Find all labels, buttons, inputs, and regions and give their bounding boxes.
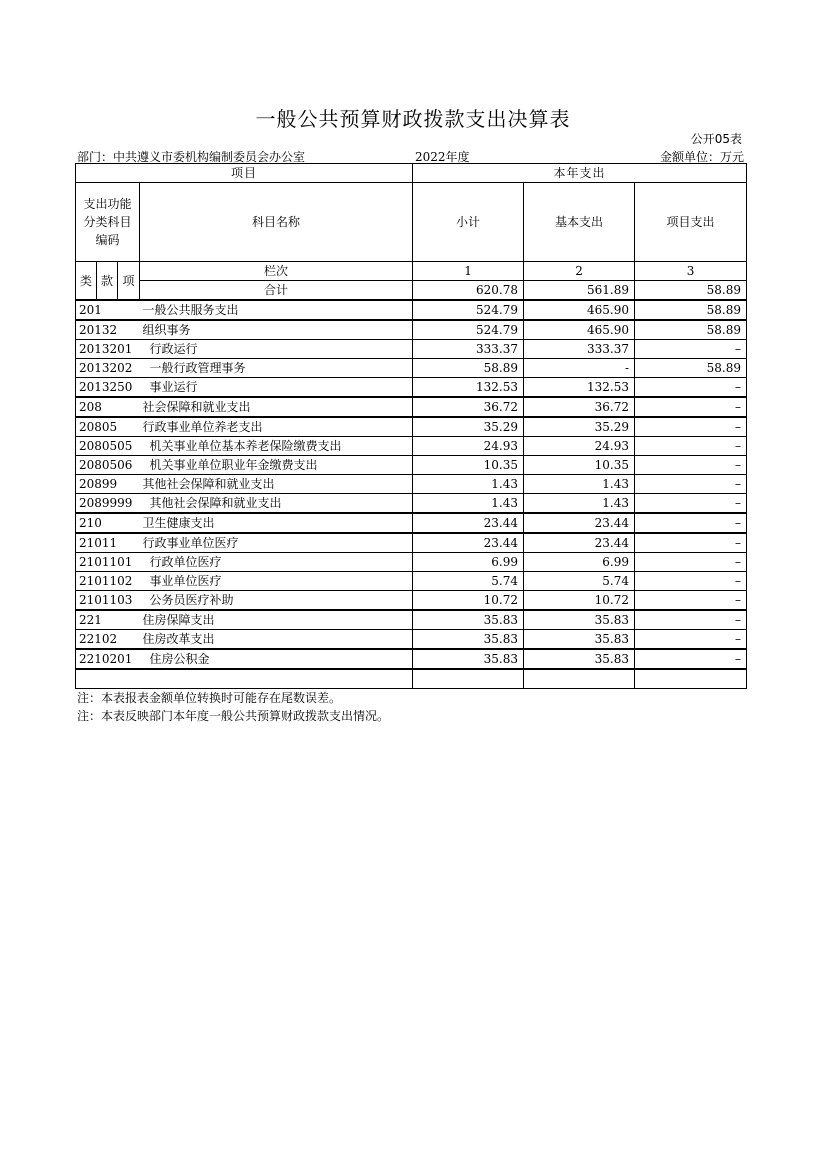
row-project: –: [635, 533, 747, 553]
row-subject-name: 行政运行: [140, 340, 413, 359]
row-project: –: [635, 591, 747, 611]
department-label: 部门：中共遵义市委机构编制委员会办公室: [77, 150, 306, 164]
row-subtotal: 35.83: [413, 630, 524, 650]
note-2: 注：本表反映部门本年度一般公共预算财政拨款支出情况。: [77, 709, 390, 723]
row-basic: 35.83: [524, 630, 635, 650]
row-subject-name: 卫生健康支出: [140, 513, 413, 533]
row-project: –: [635, 494, 747, 514]
row-subtotal: 10.35: [413, 456, 524, 475]
table-row: [76, 572, 747, 591]
row-code: 2101103: [76, 591, 140, 611]
header-col-xiang: 项: [118, 262, 140, 301]
row-code: 2080506: [76, 456, 140, 475]
table-row: [76, 475, 747, 494]
row-basic: 23.44: [524, 533, 635, 553]
row-basic: -: [524, 359, 635, 378]
row-subtotal: 6.99: [413, 553, 524, 572]
notes: [77, 689, 389, 725]
row-subject-name: 一般公共服务支出: [140, 300, 413, 320]
table-row: [76, 320, 747, 340]
form-number: 公开05表: [690, 132, 742, 146]
row-code: 201: [76, 300, 140, 320]
row-basic: 1.43: [524, 494, 635, 514]
empty-cell: [524, 669, 635, 689]
note-1: 注：本表报表金额单位转换时可能存在尾数误差。: [77, 691, 342, 705]
row-project: –: [635, 630, 747, 650]
header-project: 项目支出: [635, 183, 747, 262]
row-subtotal: 35.29: [413, 417, 524, 437]
row-subtotal: 10.72: [413, 591, 524, 611]
empty-row: [76, 669, 747, 689]
row-basic: 35.83: [524, 610, 635, 630]
table-row: [76, 513, 747, 533]
row-subject-name: 事业单位医疗: [140, 572, 413, 591]
row-project: 58.89: [635, 320, 747, 340]
report-title: 一般公共预算财政拨款支出决算表: [255, 107, 571, 131]
row-subject-name: 机关事业单位职业年金缴费支出: [140, 456, 413, 475]
row-index-3: 3: [635, 262, 747, 281]
row-subtotal: 5.74: [413, 572, 524, 591]
row-basic: 6.99: [524, 553, 635, 572]
table-row: [76, 456, 747, 475]
row-project: –: [635, 513, 747, 533]
row-code: 208: [76, 397, 140, 417]
row-project: –: [635, 553, 747, 572]
row-subtotal: 1.43: [413, 475, 524, 494]
row-subtotal: 1.43: [413, 494, 524, 514]
row-subtotal: 23.44: [413, 513, 524, 533]
row-code: 20805: [76, 417, 140, 437]
row-code: 2101102: [76, 572, 140, 591]
row-project: –: [635, 610, 747, 630]
row-code: 2089999: [76, 494, 140, 514]
row-subtotal: 24.93: [413, 437, 524, 456]
header-subject-name: 科目名称: [140, 183, 413, 262]
row-subject-name: 组织事务: [140, 320, 413, 340]
row-subject-name: 其他社会保障和就业支出: [140, 475, 413, 494]
table-row: [76, 553, 747, 572]
header-current-expense: 本年支出: [413, 164, 747, 183]
row-project: –: [635, 340, 747, 359]
empty-cell: [413, 669, 524, 689]
table-row: [76, 397, 747, 417]
row-code: 21011: [76, 533, 140, 553]
row-code: 221: [76, 610, 140, 630]
fiscal-year: 2022年度: [415, 150, 470, 164]
row-basic: 35.29: [524, 417, 635, 437]
table-row: [76, 630, 747, 650]
row-subject-name: 社会保障和就业支出: [140, 397, 413, 417]
empty-cell: [140, 669, 413, 689]
header-item: 项目: [76, 164, 413, 183]
row-basic: 10.35: [524, 456, 635, 475]
row-code: 2013201: [76, 340, 140, 359]
amount-unit: 金额单位：万元: [659, 150, 744, 164]
row-code: 210: [76, 513, 140, 533]
row-subject-name: 行政事业单位养老支出: [140, 417, 413, 437]
table-row: [76, 437, 747, 456]
row-code: 2210201: [76, 649, 140, 669]
row-subtotal: 23.44: [413, 533, 524, 553]
row-index-1: 1: [413, 262, 524, 281]
row-code: 20899: [76, 475, 140, 494]
header-subtotal: 小计: [413, 183, 524, 262]
row-code: 2080505: [76, 437, 140, 456]
row-subtotal: 36.72: [413, 397, 524, 417]
total-subtotal: 620.78: [413, 281, 524, 301]
table-row: [76, 378, 747, 398]
row-basic: 132.53: [524, 378, 635, 398]
row-subject-name: 机关事业单位基本养老保险缴费支出: [140, 437, 413, 456]
total-basic: 561.89: [524, 281, 635, 301]
row-subject-name: 一般行政管理事务: [140, 359, 413, 378]
row-basic: 1.43: [524, 475, 635, 494]
row-basic: 36.72: [524, 397, 635, 417]
header-func-code: 支出功能分类科目编码: [76, 183, 140, 262]
row-basic: 23.44: [524, 513, 635, 533]
table-row: [76, 591, 747, 611]
row-project: –: [635, 475, 747, 494]
table-row: [76, 649, 747, 669]
row-subject-name: 住房改革支出: [140, 630, 413, 650]
row-basic: 465.90: [524, 320, 635, 340]
table-row: [76, 417, 747, 437]
row-basic: 24.93: [524, 437, 635, 456]
row-subtotal: 132.53: [413, 378, 524, 398]
row-code: 20132: [76, 320, 140, 340]
header-col-lei: 类: [76, 262, 97, 301]
header-basic: 基本支出: [524, 183, 635, 262]
row-subject-name: 公务员医疗补助: [140, 591, 413, 611]
row-subtotal: 35.83: [413, 610, 524, 630]
row-basic: 35.83: [524, 649, 635, 669]
row-code: 2101101: [76, 553, 140, 572]
row-basic: 333.37: [524, 340, 635, 359]
row-subject-name: 住房公积金: [140, 649, 413, 669]
row-code: 22102: [76, 630, 140, 650]
table-row: [76, 340, 747, 359]
table-row: [76, 359, 747, 378]
row-subtotal: 524.79: [413, 320, 524, 340]
row-subtotal: 524.79: [413, 300, 524, 320]
row-subtotal: 58.89: [413, 359, 524, 378]
empty-cell: [76, 669, 140, 689]
row-subject-name: 其他社会保障和就业支出: [140, 494, 413, 514]
row-project: –: [635, 649, 747, 669]
row-project: –: [635, 417, 747, 437]
table-row: [76, 533, 747, 553]
row-subtotal: 333.37: [413, 340, 524, 359]
header-col-kuan: 款: [97, 262, 118, 301]
empty-cell: [635, 669, 747, 689]
expenditure-table: [75, 163, 747, 689]
row-subject-name: 事业运行: [140, 378, 413, 398]
row-project: 58.89: [635, 359, 747, 378]
table-row: [76, 494, 747, 514]
row-basic: 5.74: [524, 572, 635, 591]
row-basic: 10.72: [524, 591, 635, 611]
row-subtotal: 35.83: [413, 649, 524, 669]
row-subject-name: 行政单位医疗: [140, 553, 413, 572]
row-index-2: 2: [524, 262, 635, 281]
row-basic: 465.90: [524, 300, 635, 320]
row-project: –: [635, 456, 747, 475]
row-project: –: [635, 378, 747, 398]
table-row: [76, 610, 747, 630]
row-code: 2013250: [76, 378, 140, 398]
row-code: 2013202: [76, 359, 140, 378]
total-label: 合计: [140, 281, 413, 301]
row-subject-name: 行政事业单位医疗: [140, 533, 413, 553]
row-project: 58.89: [635, 300, 747, 320]
row-project: –: [635, 397, 747, 417]
table-row: [76, 300, 747, 320]
row-project: –: [635, 572, 747, 591]
row-project: –: [635, 437, 747, 456]
row-subject-name: 住房保障支出: [140, 610, 413, 630]
row-index-label: 栏次: [140, 262, 413, 281]
total-project: 58.89: [635, 281, 747, 301]
